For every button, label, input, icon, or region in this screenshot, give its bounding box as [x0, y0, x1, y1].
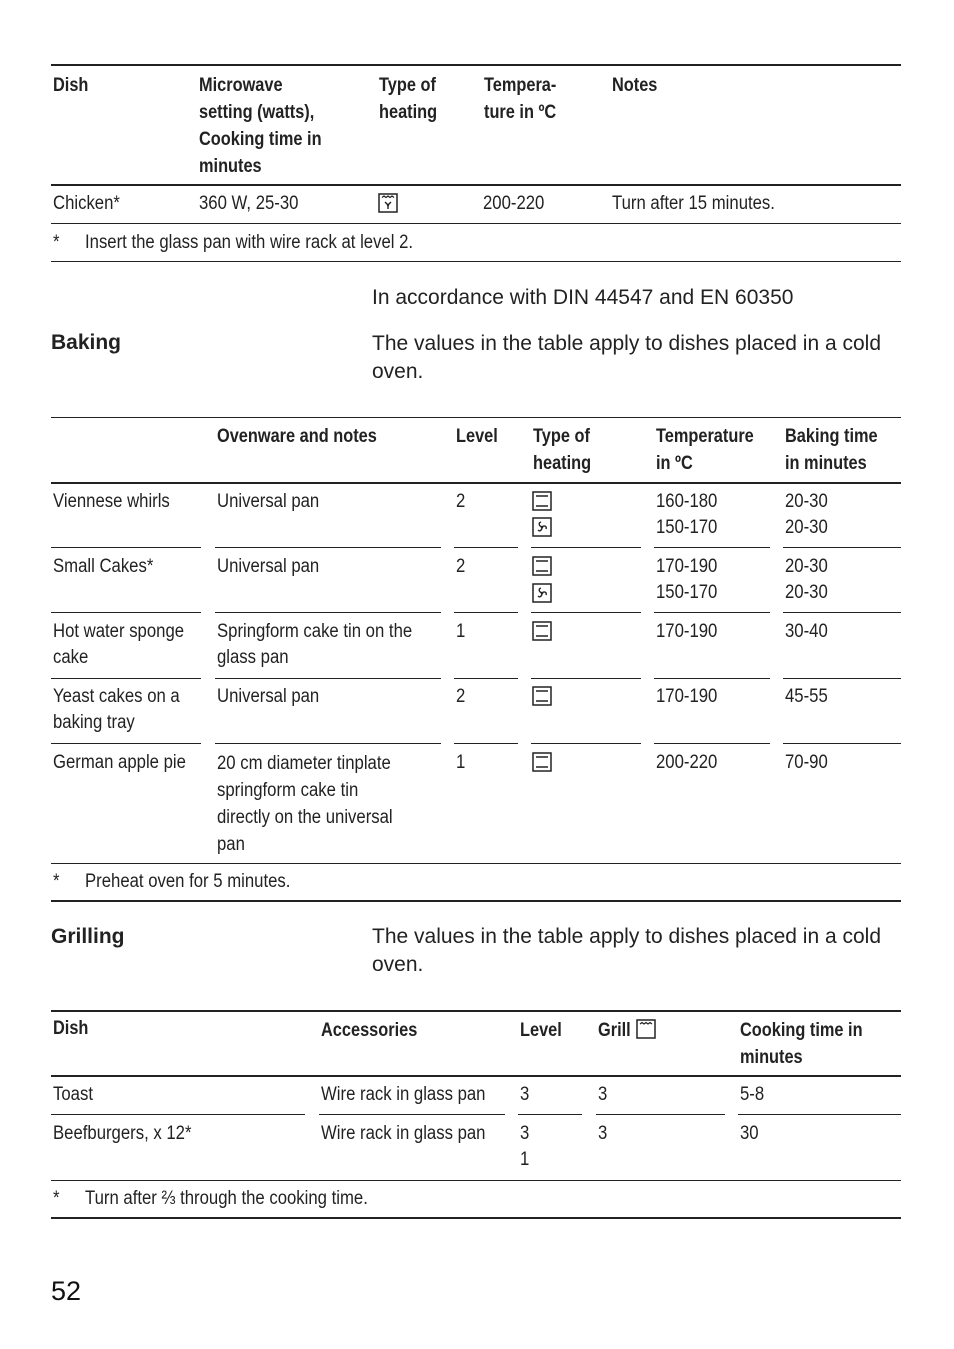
cell-temperature: 200-220 — [656, 752, 718, 773]
cell-baking-time: 45-55 — [785, 686, 828, 707]
footnote: Turn after ⅔ through the cooking time. — [85, 1188, 368, 1209]
row-rule — [654, 612, 770, 613]
row-rule — [51, 1114, 305, 1115]
cell-level: 2 — [456, 686, 466, 707]
footnote-mark: * — [53, 1188, 60, 1209]
cell-ovenware: Universal pan — [217, 556, 320, 577]
cell-notes: Turn after 15 minutes. — [612, 193, 775, 214]
row-rule — [454, 612, 518, 613]
top-bottom-heat-icon — [532, 621, 552, 646]
row-rule — [215, 547, 441, 548]
table-top-rule — [51, 417, 901, 418]
row-rule — [454, 743, 518, 744]
cell-temperature: 200-220 — [483, 193, 545, 214]
row-rule — [654, 743, 770, 744]
row-rule — [738, 1114, 901, 1115]
cell-dish: Viennese whirls — [53, 491, 170, 512]
cell-dish: Beefburgers, x 12* — [53, 1123, 192, 1144]
header-level: Level — [456, 426, 498, 447]
cell-temperature: 170-190 150-170 — [656, 556, 718, 603]
grill-icon — [636, 1019, 656, 1044]
row-rule — [531, 612, 641, 613]
hot-air-fan-icon — [532, 583, 552, 608]
cell-ovenware: Springform cake tin on the glass pan — [217, 621, 413, 668]
cell-level: 2 — [456, 491, 466, 512]
top-bottom-heat-icon — [532, 556, 552, 581]
cell-ovenware: Universal pan — [217, 686, 320, 707]
row-rule — [51, 547, 201, 548]
cell-grill: 3 — [598, 1084, 608, 1105]
cell-dish: Yeast cakes on a baking tray — [53, 686, 180, 733]
cell-level: 3 — [520, 1084, 530, 1105]
table-bottom-rule — [51, 1217, 901, 1219]
row-rule — [319, 1114, 505, 1115]
grill-fan-icon — [378, 193, 398, 218]
cell-ovenware: 20 cm diameter tinplate springform cake tin directly on the universal pan — [217, 753, 393, 855]
row-rule — [51, 678, 201, 679]
row-rule — [783, 612, 901, 613]
header-type-of-heating: Type of heating — [533, 426, 592, 474]
header-notes: Notes — [612, 75, 658, 96]
header-baking-time: Baking time in minutes — [785, 426, 878, 474]
footnote: Insert the glass pan with wire rack at level 2. — [85, 232, 414, 253]
cell-level: 1 — [456, 621, 466, 642]
top-bottom-heat-icon — [532, 752, 552, 777]
section-label-baking: Baking — [51, 331, 122, 354]
row-rule — [51, 223, 901, 224]
row-rule — [454, 547, 518, 548]
cell-dish: German apple pie — [53, 752, 186, 773]
cell-grill: 3 — [598, 1123, 608, 1144]
cell-temperature: 170-190 — [656, 621, 718, 642]
row-rule — [531, 678, 641, 679]
header-rule — [51, 482, 901, 484]
section-label-grilling: Grilling — [51, 925, 125, 948]
footnote-mark: * — [53, 232, 60, 253]
table-bottom-rule — [51, 900, 901, 902]
top-bottom-heat-icon — [532, 491, 552, 516]
cell-dish: Hot water sponge cake — [53, 621, 185, 668]
header-rule — [51, 1075, 901, 1077]
cell-dish: Toast — [53, 1084, 93, 1105]
row-rule — [215, 612, 441, 613]
cell-temperature: 160-180 150-170 — [656, 491, 718, 538]
header-level: Level — [520, 1020, 562, 1041]
header-cooking-time: Cooking time in minutes — [740, 1020, 863, 1068]
page-number: 52 — [51, 1276, 82, 1306]
table-top-rule — [51, 1010, 901, 1012]
cell-baking-time: 20-30 20-30 — [785, 491, 828, 538]
top-bottom-heat-icon — [532, 686, 552, 711]
cell-level: 1 — [456, 752, 466, 773]
header-grill: Grill — [598, 1020, 631, 1041]
cell-baking-time: 70-90 — [785, 752, 828, 773]
cell-cooking-time: 5-8 — [740, 1084, 765, 1105]
row-rule — [783, 743, 901, 744]
cell-baking-time: 30-40 — [785, 621, 828, 642]
header-temperature: Tempera- ture in ºC — [484, 75, 557, 123]
header-microwave-setting: Microwave setting (watts), Cooking time in minutes — [199, 75, 322, 177]
grilling-intro: The values in the table apply to dishes placed in a cold oven. — [372, 925, 881, 976]
row-rule — [518, 1114, 582, 1115]
row-rule — [531, 743, 641, 744]
row-rule — [51, 1180, 901, 1181]
cell-dish: Small Cakes* — [53, 556, 154, 577]
header-dish: Dish — [53, 75, 89, 96]
header-dish: Dish — [53, 1018, 89, 1039]
row-rule — [51, 863, 901, 864]
row-rule — [51, 743, 201, 744]
hot-air-fan-icon — [532, 517, 552, 542]
row-rule — [783, 678, 901, 679]
header-rule — [51, 184, 901, 186]
cell-baking-time: 20-30 20-30 — [785, 556, 828, 603]
row-rule — [215, 678, 441, 679]
cell-ovenware: Universal pan — [217, 491, 320, 512]
header-type-of-heating: Type of heating — [379, 75, 438, 123]
header-ovenware: Ovenware and notes — [217, 426, 377, 447]
table-bottom-rule — [51, 261, 901, 262]
footnote-mark: * — [53, 871, 60, 892]
baking-intro: The values in the table apply to dishes placed in a cold oven. — [372, 332, 881, 383]
cell-cooking-time: 30 — [740, 1123, 759, 1144]
row-rule — [51, 612, 201, 613]
row-rule — [454, 678, 518, 679]
row-rule — [596, 1114, 725, 1115]
table-top-rule — [51, 64, 901, 66]
row-rule — [783, 547, 901, 548]
cell-level: 3 1 — [520, 1123, 530, 1170]
cell-level: 2 — [456, 556, 466, 577]
cell-setting: 360 W, 25-30 — [199, 193, 299, 214]
cell-accessories: Wire rack in glass pan — [321, 1123, 486, 1144]
cell-temperature: 170-190 — [656, 686, 718, 707]
header-accessories: Accessories — [321, 1020, 418, 1041]
cell-accessories: Wire rack in glass pan — [321, 1084, 486, 1105]
header-temperature: Temperature in ºC — [656, 426, 754, 474]
row-rule — [654, 678, 770, 679]
din-note: In accordance with DIN 44547 and EN 60350 — [372, 286, 794, 309]
row-rule — [654, 547, 770, 548]
row-rule — [215, 743, 441, 744]
cell-dish: Chicken* — [53, 193, 120, 214]
row-rule — [531, 547, 641, 548]
footnote: Preheat oven for 5 minutes. — [85, 871, 291, 892]
